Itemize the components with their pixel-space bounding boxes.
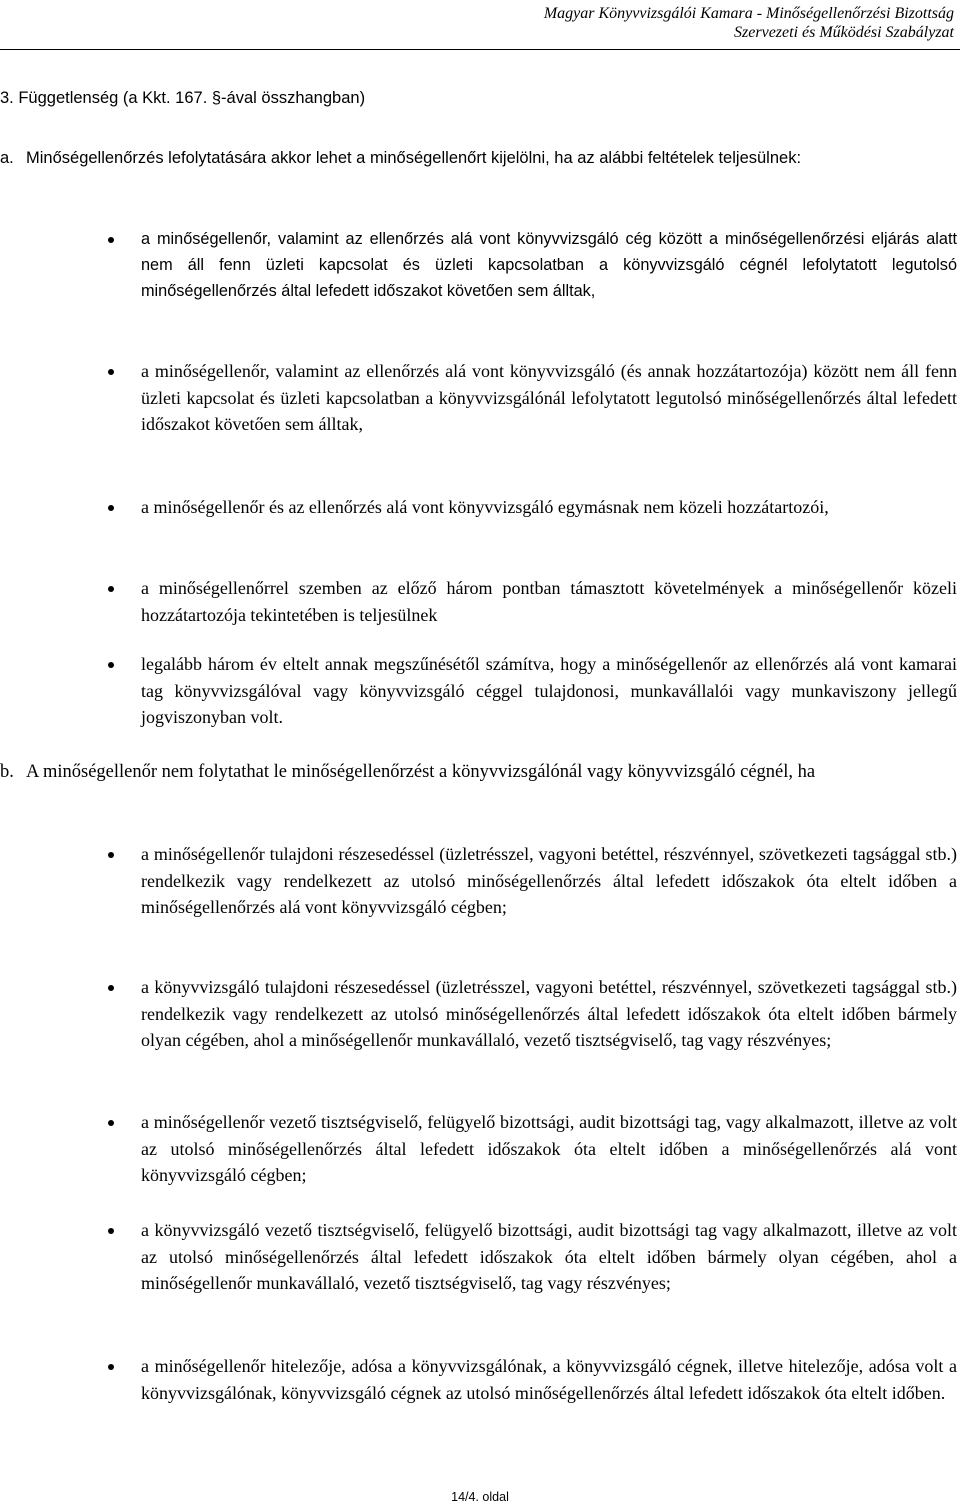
- header-document-title: Szervezeti és Működési Szabályzat: [734, 24, 954, 41]
- a-list-item: [101, 226, 957, 305]
- section-title: 3. Függetlenség (a Kkt. 167. §-ával összhangban): [0, 89, 366, 107]
- subsection-a: [0, 145, 957, 171]
- page-header: [544, 4, 954, 42]
- a-list-item: [101, 358, 957, 438]
- a-list-item-text: a minőségellenőr és az ellenőrzés alá vont könyvvizsgáló egymásnak nem közeli hozzátartozói,: [141, 497, 829, 517]
- a-list-item: [101, 651, 957, 731]
- a-list-item-text: a minőségellenőrrel szemben az előző három pontban támasztott követelmények a minőségellenőr közeli hozzátartozója tekintetében is teljesülnek: [141, 578, 957, 625]
- subsection-b: [0, 759, 957, 785]
- subsection-b-label: b.: [0, 762, 14, 782]
- header-organization: Magyar Könyvvizsgálói Kamara - Minőségellenőrzési Bizottság: [543, 5, 954, 22]
- b-list-item-text: a minőségellenőr tulajdoni részesedéssel (üzletrésszel, vagyoni betéttel, részvénnyel, szövetkezeti tagsággal stb.) rendelkezik vagy rendelkezett az utolsó minőségellenőrzés által lefedett időszakok óta eltelt időben a minőségellenőrzés alá vont könyvvizsgáló cégben;: [141, 844, 957, 917]
- b-list-item: [101, 1353, 957, 1406]
- b-list-item: [101, 841, 957, 921]
- subsection-a-label: a.: [0, 149, 14, 167]
- page-number: 14/4. oldal: [451, 1490, 509, 1504]
- subsection-a-text: Minőségellenőrzés lefolytatására akkor lehet a minőségellenőrt kijelölni, ha az alábbi feltételek teljesülnek:: [26, 149, 802, 167]
- b-list-item-text: a könyvvizsgáló vezető tisztségviselő, felügyelő bizottsági, audit bizottsági tag vagy alkalmazott, illetve az volt az utolsó minőségellenőrzés által lefedett időszakok óta eltelt időben bármely olyan cégében, ahol a minőségellenőr munkavállaló, vezető tisztségviselő, tag vagy részvényes;: [141, 1220, 957, 1293]
- b-list-item: [101, 974, 957, 1054]
- a-list-item-text: a minőségellenőr, valamint az ellenőrzés alá vont könyvvizsgáló cég között a minőségellenőrzési eljárás alatt nem áll fenn üzleti kapcsolat és üzleti kapcsolatban a könyvvizsgáló cégnél lefolytatott legutolsó minőségellenőrzés által lefedett időszakot követően sem álltak,: [141, 230, 957, 301]
- a-list-item: [101, 575, 957, 628]
- a-list-item-text: a minőségellenőr, valamint az ellenőrzés alá vont könyvvizsgáló (és annak hozzátartozója) között nem áll fenn üzleti kapcsolat és üzleti kapcsolatban a könyvvizsgálónál lefolytatott legutolsó minőségellenőrzés által lefedett időszakot követően sem álltak,: [141, 361, 957, 434]
- b-list-item-text: a könyvvizsgáló tulajdoni részesedéssel (üzletrésszel, vagyoni betéttel, részvénnyel, szövetkezeti tagsággal stb.) rendelkezik vagy rendelkezett az utolsó minőségellenőrzés által lefedett időszakok óta eltelt időben bármely olyan cégében, ahol a minőségellenőr munkavállaló, vezető tisztségviselő, tag vagy részvényes;: [141, 977, 957, 1050]
- b-list-item-text: a minőségellenőr vezető tisztségviselő, felügyelő bizottsági, audit bizottsági tag, vagy alkalmazott, illetve az volt az utolsó minőségellenőrzés által lefedett időszakok óta eltelt időben a minőségellenőrzés alá vont könyvvizsgáló cégben;: [141, 1112, 957, 1185]
- b-list-item-text: a minőségellenőr hitelezője, adósa a könyvvizsgálónak, a könyvvizsgáló cégnek, illetve hitelezője, adósa volt a könyvvizsgálónak, könyvvizsgáló cégnek az utolsó minőségellenőrzés által lefedett időszakok óta eltelt időben.: [141, 1356, 957, 1403]
- header-divider: [0, 49, 960, 50]
- a-list-item: [101, 494, 957, 521]
- b-list-item: [101, 1109, 957, 1189]
- a-list-item-text: legalább három év eltelt annak megszűnésétől számítva, hogy a minőségellenőr az ellenőrzés alá vont kamarai tag könyvvizsgálóval vagy könyvvizsgáló céggel tulajdonosi, munkavállalói vagy munkaviszony jellegű jogviszonyban volt.: [141, 654, 957, 727]
- b-list-item: [101, 1217, 957, 1297]
- subsection-b-text: A minőségellenőr nem folytathat le minőségellenőrzést a könyvvizsgálónál vagy könyvvizsgáló cégnél, ha: [26, 762, 816, 782]
